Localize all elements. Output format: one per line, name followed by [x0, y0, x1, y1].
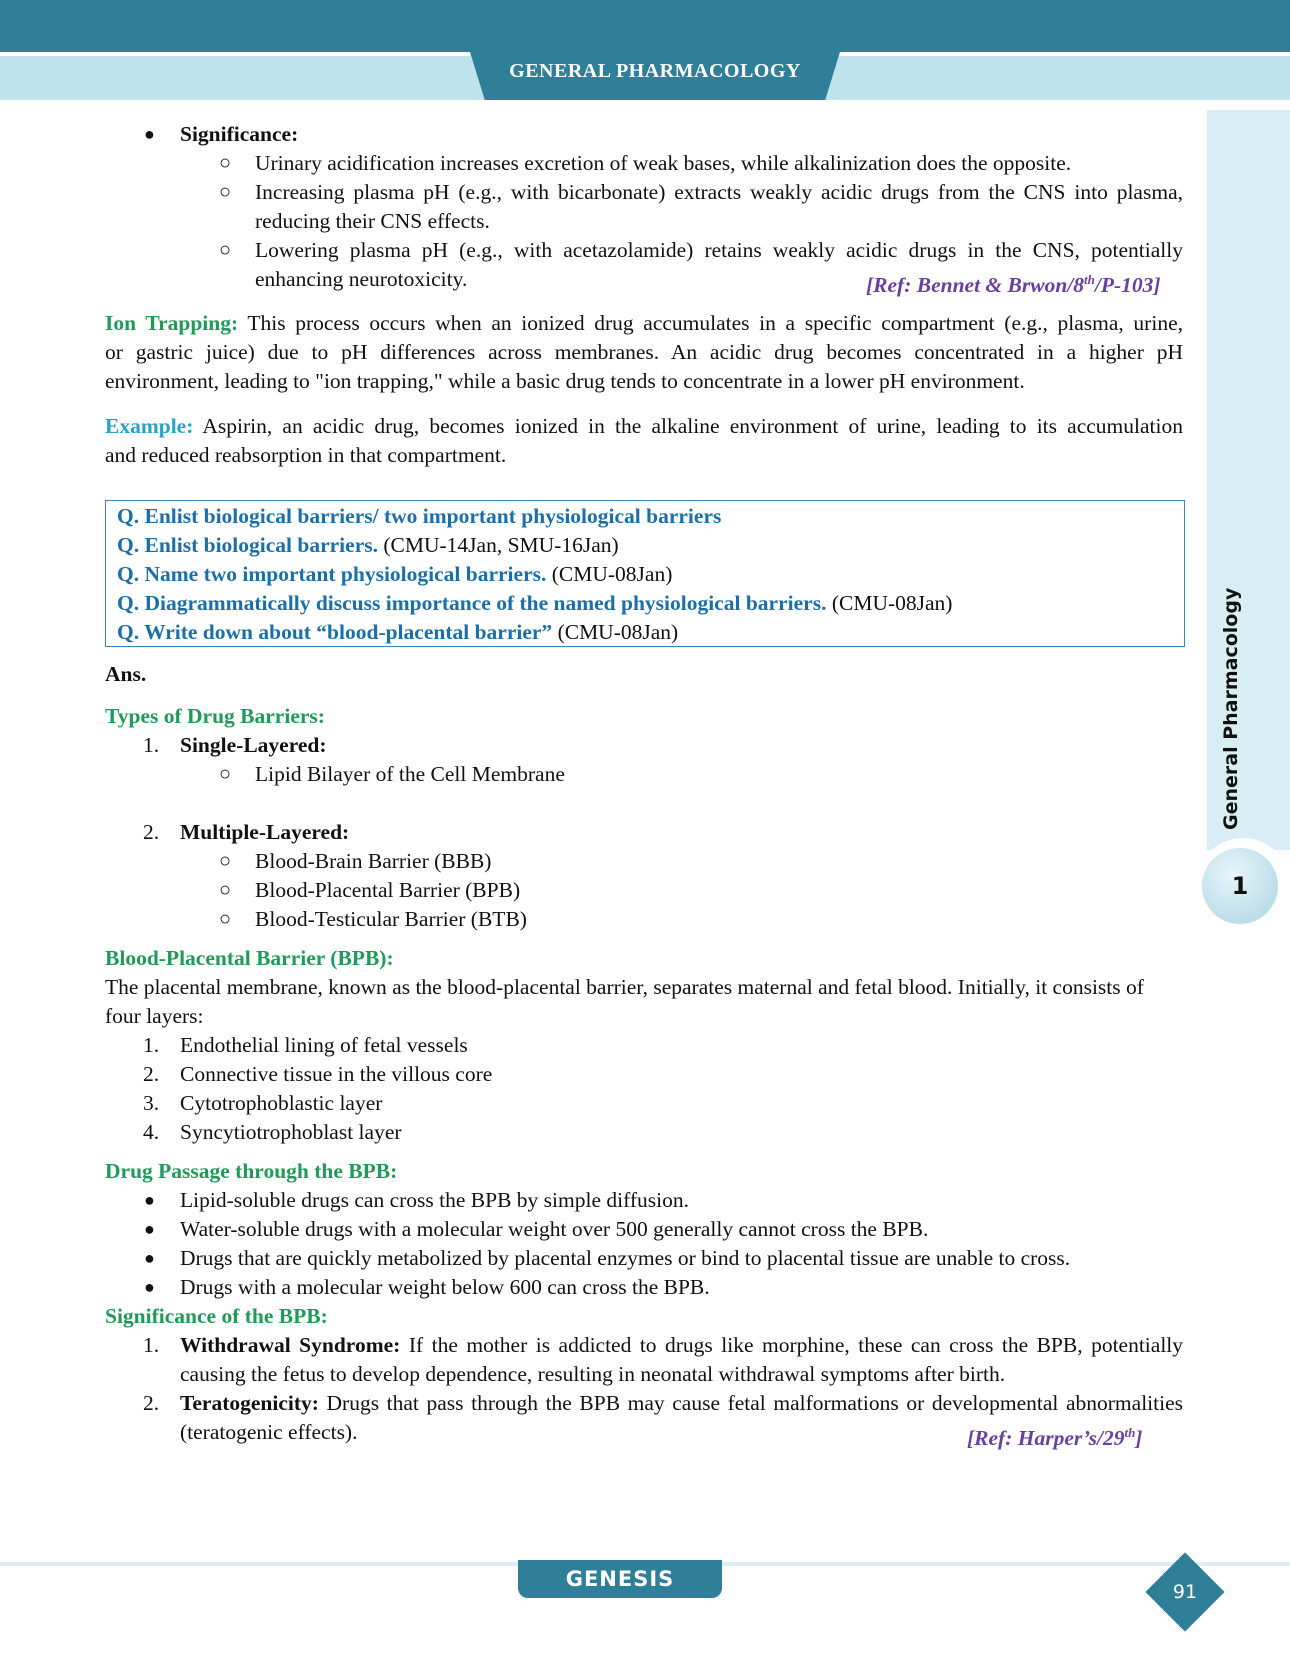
significance-item: Urinary acidification increases excretion of weak bases, while alkalinization does the opposite. — [255, 151, 1072, 175]
example-line: and reduced reabsorption in that compartment. — [105, 443, 507, 467]
question-line: Q. Enlist biological barriers/ two important physiological barriers — [117, 504, 722, 528]
ion-trapping-line: environment, leading to "ion trapping," while a basic drug tends to concentrate in a lower pH environment. — [105, 369, 1025, 393]
barrier-item: Blood-Brain Barrier (BBB) — [255, 849, 492, 873]
ion-trapping-line: Ion Trapping: This process occurs when an ionized drug accumulates in a specific compartment (e.g., plasma, urine, — [105, 311, 1183, 335]
ion-trapping-line: or gastric juice) due to pH differences across membranes. An acidic drug becomes concentrated in a higher pH — [105, 340, 1183, 364]
bpb-text: four layers: — [105, 1004, 204, 1028]
question-line: Q. Enlist biological barriers. (CMU-14Jan, SMU-16Jan) — [117, 533, 619, 557]
example-line: Example: Aspirin, an acidic drug, becomes ionized in the alkaline environment of urine, leading to its accumulation — [105, 414, 1183, 438]
significance-item-cont: reducing their CNS effects. — [255, 209, 490, 233]
list-number: 1. — [143, 1033, 160, 1057]
significance-bpb-heading: Significance of the BPB: — [105, 1304, 328, 1328]
passage-item: Lipid-soluble drugs can cross the BPB by simple diffusion. — [180, 1188, 689, 1212]
circle-bullet-icon: ○ — [219, 908, 232, 930]
example-label: Example: — [105, 414, 194, 438]
list-number: 1. — [143, 733, 160, 757]
circle-bullet-icon: ○ — [219, 152, 232, 174]
bullet-icon: ● — [144, 1248, 155, 1268]
significance-bpb-item: Withdrawal Syndrome: If the mother is addicted to drugs like morphine, these can cross the BPB, potentially — [180, 1333, 1184, 1357]
circle-bullet-icon: ○ — [219, 181, 232, 203]
reference-citation: [Ref: Bennet & Brwon/8th/P-103] — [866, 272, 1161, 298]
list-number: 2. — [143, 1062, 160, 1086]
list-number: 2. — [143, 820, 160, 844]
significance-bpb-item: Teratogenicity: Drugs that pass through the BPB may cause fetal malformations or developmental abnormalities — [180, 1391, 1183, 1415]
answer-label: Ans. — [105, 662, 147, 686]
bpb-text: The placental membrane, known as the blood-placental barrier, separates maternal and fetal blood. Initially, it consists of — [105, 975, 1144, 999]
barrier-item: Blood-Placental Barrier (BPB) — [255, 878, 521, 902]
layer-item: Cytotrophoblastic layer — [180, 1091, 383, 1115]
significance-item-cont: enhancing neurotoxicity. — [255, 267, 468, 291]
question-line: Q. Name two important physiological barriers. (CMU-08Jan) — [117, 562, 673, 586]
types-heading: Types of Drug Barriers: — [105, 704, 325, 728]
layer-item: Connective tissue in the villous core — [180, 1062, 493, 1086]
header-bar — [0, 0, 1290, 52]
layer-item: Endothelial lining of fetal vessels — [180, 1033, 468, 1057]
bullet-icon: ● — [144, 1219, 155, 1239]
reference-citation: [Ref: Harper’s/29th] — [967, 1425, 1143, 1451]
list-number: 2. — [143, 1391, 160, 1415]
passage-item: Drugs that are quickly metabolized by placental enzymes or bind to placental tissue are unable to cross. — [180, 1246, 1071, 1270]
barrier-item: Blood-Testicular Barrier (BTB) — [255, 907, 527, 931]
layer-item: Syncytiotrophoblast layer — [180, 1120, 402, 1144]
footer-brand: GENESIS — [518, 1560, 722, 1598]
bpb-heading: Blood-Placental Barrier (BPB): — [105, 946, 394, 970]
circle-bullet-icon: ○ — [219, 239, 232, 261]
page-number: 91 — [1172, 1581, 1198, 1603]
page-header-title: GENERAL PHARMACOLOGY — [509, 60, 801, 82]
list-number: 1. — [143, 1333, 160, 1357]
ion-trapping-label: Ion Trapping: — [105, 311, 239, 335]
barrier-item: Lipid Bilayer of the Cell Membrane — [255, 762, 565, 786]
passage-item: Water-soluble drugs with a molecular weight over 500 generally cannot cross the BPB. — [180, 1217, 929, 1241]
significance-bpb-item-cont: causing the fetus to develop dependence, resulting in neonatal withdrawal symptoms after birth. — [180, 1362, 1006, 1386]
circle-bullet-icon: ○ — [219, 850, 232, 872]
passage-item: Drugs with a molecular weight below 600 can cross the BPB. — [180, 1275, 710, 1299]
significance-bpb-item-cont: (teratogenic effects). — [180, 1420, 358, 1444]
bullet-icon: ● — [144, 124, 155, 144]
single-layered-label: Single-Layered: — [180, 733, 327, 757]
side-section-label: General Pharmacology — [1220, 587, 1242, 830]
circle-bullet-icon: ○ — [219, 879, 232, 901]
list-number: 4. — [143, 1120, 160, 1144]
circle-bullet-icon: ○ — [219, 763, 232, 785]
significance-item: Increasing plasma pH (e.g., with bicarbonate) extracts weakly acidic drugs from the CNS into plasma, — [255, 180, 1183, 204]
question-line: Q. Write down about “blood-placental barrier” (CMU-08Jan) — [117, 620, 679, 644]
chapter-number-badge: 1 — [1202, 848, 1278, 924]
list-number: 3. — [143, 1091, 160, 1115]
passage-heading: Drug Passage through the BPB: — [105, 1159, 398, 1183]
significance-heading: Significance: — [180, 122, 299, 146]
multiple-layered-label: Multiple-Layered: — [180, 820, 350, 844]
significance-item: Lowering plasma pH (e.g., with acetazolamide) retains weakly acidic drugs in the CNS, potentially — [255, 238, 1183, 262]
bullet-icon: ● — [144, 1277, 155, 1297]
question-line: Q. Diagrammatically discuss importance of the named physiological barriers. (CMU-08Jan) — [117, 591, 953, 615]
bullet-icon: ● — [144, 1190, 155, 1210]
